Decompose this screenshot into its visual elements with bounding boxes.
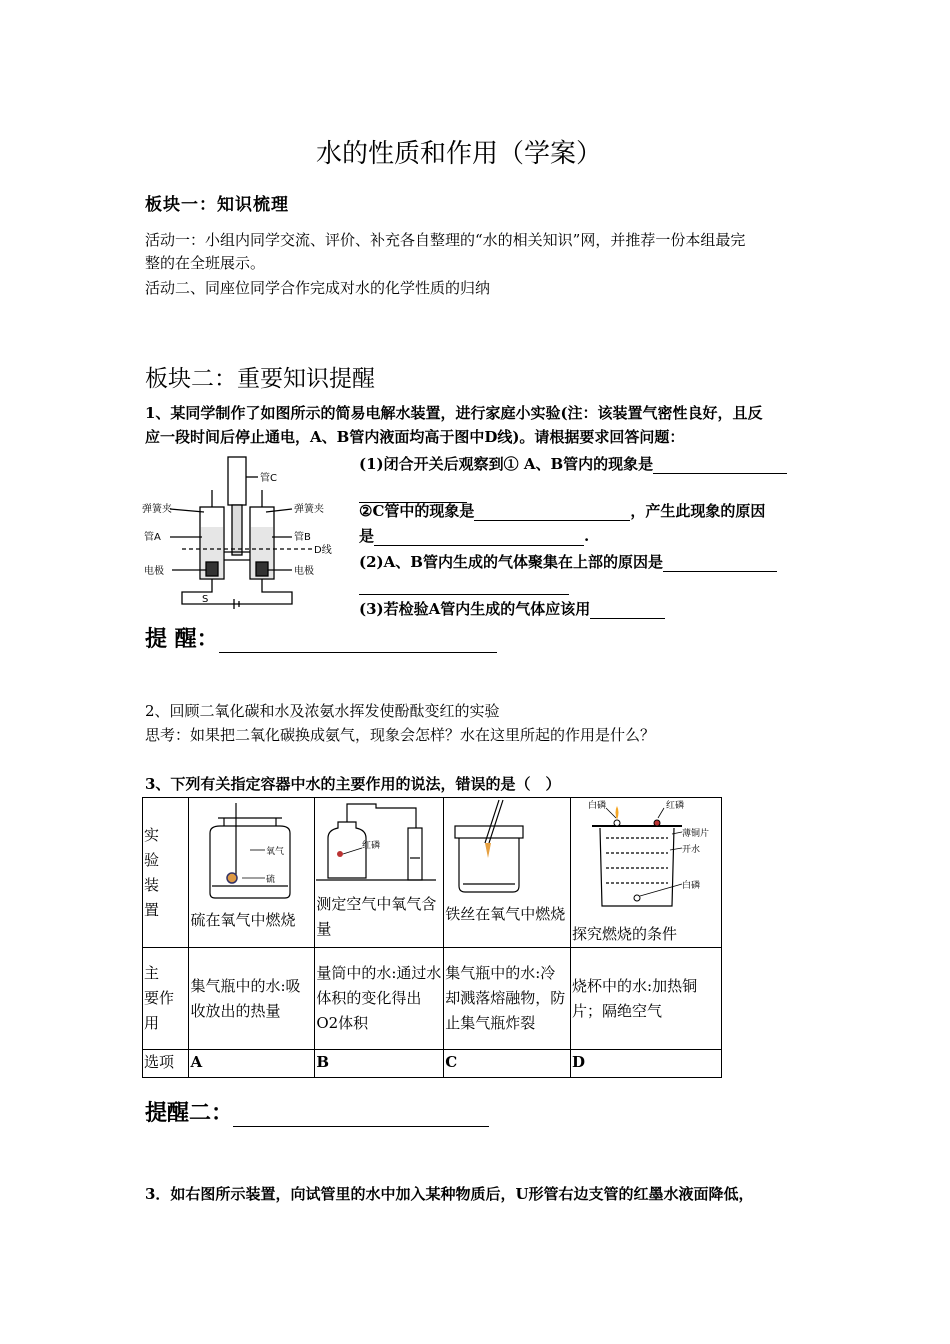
q1-part3: (3)若检验A管内生成的气体应该用 <box>359 598 665 619</box>
iron-burning-figure <box>445 798 565 894</box>
answer-blank-2-cont[interactable] <box>359 576 569 595</box>
cell-apparatus-c <box>444 798 571 948</box>
cell-apparatus-b <box>315 798 444 948</box>
effect-c: 集气瓶中的水:冷却溅落熔融物，防止集气瓶炸裂 <box>444 948 571 1050</box>
air-oxygen-figure <box>316 798 438 884</box>
experiment-table <box>142 797 722 1078</box>
table-row-effect <box>143 948 722 1050</box>
activity2: 活动二、同座位同学合作完成对水的化学性质的归纳 <box>145 279 491 297</box>
row-header-option: 选项 <box>143 1050 189 1078</box>
activity1-line1: 活动一：小组内同学交流、评价、补充各自整理的“水的相关知识”网，并推荐一份本组最完 <box>145 231 746 249</box>
q2-line2: 思考：如果把二氧化碳换成氨气，现象会怎样？水在这里所起的作用是什么？ <box>145 726 656 744</box>
q1-line1: 1、某同学制作了如图所示的简易电解水装置，进行家庭小实验(注：该装置气密性良好，且反 <box>145 404 763 422</box>
caption-d: 探究燃烧的条件 <box>572 925 678 943</box>
remind2: 提醒二： <box>145 1096 489 1127</box>
answer-blank-2[interactable] <box>663 553 777 572</box>
label-copper-sheet: 薄铜片 <box>682 829 710 839</box>
label-white-phosphorus-bottom: 白磷 <box>682 881 701 891</box>
option-d: D <box>571 1050 722 1078</box>
combustion-condition-figure <box>572 798 718 916</box>
option-b: B <box>315 1050 444 1078</box>
answer-blank-1a[interactable] <box>653 455 787 474</box>
remind2-blank[interactable] <box>233 1104 489 1127</box>
fig1-label-d-line: D线 <box>314 545 332 556</box>
q1-line2: 应一段时间后停止通电，A、B管内液面均高于图中D线)。请根据要求回答问题： <box>145 428 685 446</box>
caption-c: 铁丝在氧气中燃烧 <box>445 905 566 923</box>
activity1-line2: 整的在全班展示。 <box>145 254 266 272</box>
remind1: 提 醒： <box>145 622 497 653</box>
fig1-label-tube-c: 管C <box>260 473 277 484</box>
sulfur-burning-figure <box>190 798 310 908</box>
fig1-label-spring-clip-left: 弹簧夹 <box>142 504 172 515</box>
fig1-label-electrode-right: 电极 <box>294 566 314 577</box>
option-c: C <box>444 1050 571 1078</box>
label-hot-water: 开水 <box>682 845 701 855</box>
label-sulfur: 硫 <box>266 875 276 885</box>
table-row-options <box>143 1050 722 1078</box>
section1-heading: 板块一：知识梳理 <box>145 195 289 215</box>
electrolysis-apparatus-figure <box>142 452 354 612</box>
label-red-phosphorus: 红磷 <box>362 841 381 851</box>
q4-line1: 3．如右图所示装置，向试管里的水中加入某种物质后，U形管右边支管的红墨水液面降低， <box>145 1185 754 1203</box>
fig1-label-spring-clip-right: 弹簧夹 <box>294 504 324 515</box>
row-header-effect: 主 要作用 <box>143 948 189 1050</box>
answer-blank-1b-reason[interactable] <box>374 527 584 546</box>
fig1-label-tube-b: 管B <box>294 532 311 543</box>
label-white-phosphorus-top: 白磷 <box>588 801 607 811</box>
section2-heading: 板块二：重要知识提醒 <box>145 366 375 392</box>
caption-b: 测定空气中氧气含量 <box>316 895 437 938</box>
effect-d: 烧杯中的水:加热铜片；隔绝空气 <box>571 948 722 1050</box>
effect-a: 集气瓶中的水:吸收放出的热量 <box>189 948 315 1050</box>
label-red-phosphorus-d: 红磷 <box>666 801 685 811</box>
caption-a: 硫在氧气中燃烧 <box>190 911 296 929</box>
fig1-label-electrode-left: 电极 <box>144 566 164 577</box>
q1-part1a: (1)闭合开关后观察到① A、B管内的现象是 <box>359 453 787 474</box>
answer-blank-3[interactable] <box>590 600 665 619</box>
fig1-label-switch: S <box>202 594 209 605</box>
q1-part2: (2)A、B管内生成的气体聚集在上部的原因是 <box>359 551 777 572</box>
cell-apparatus-a <box>189 798 315 948</box>
page-title: 水的性质和作用（学案） <box>316 139 603 169</box>
table-row-apparatus <box>143 798 722 948</box>
q1-part1b-cont: 是 . <box>359 527 590 545</box>
q3-stem: 3、下列有关指定容器中水的主要作用的说法，错误的是（ ） <box>145 775 561 793</box>
label-oxygen: 氧气 <box>266 847 285 857</box>
fig1-label-tube-a: 管A <box>144 532 161 543</box>
effect-b: 量筒中的水:通过水体积的变化得出O2体积 <box>315 948 444 1050</box>
answer-blank-1b[interactable] <box>474 502 630 521</box>
q2-line1: 2、回顾二氧化碳和水及浓氨水挥发使酚酞变红的实验 <box>145 702 500 720</box>
cell-apparatus-d <box>571 798 722 948</box>
remind1-blank[interactable] <box>219 630 497 653</box>
q1-part1b: ②C管中的现象是 ，产生此现象的原因 <box>359 502 766 520</box>
row-header-apparatus: 实 验 装 置 <box>143 798 189 948</box>
option-a: A <box>189 1050 315 1078</box>
